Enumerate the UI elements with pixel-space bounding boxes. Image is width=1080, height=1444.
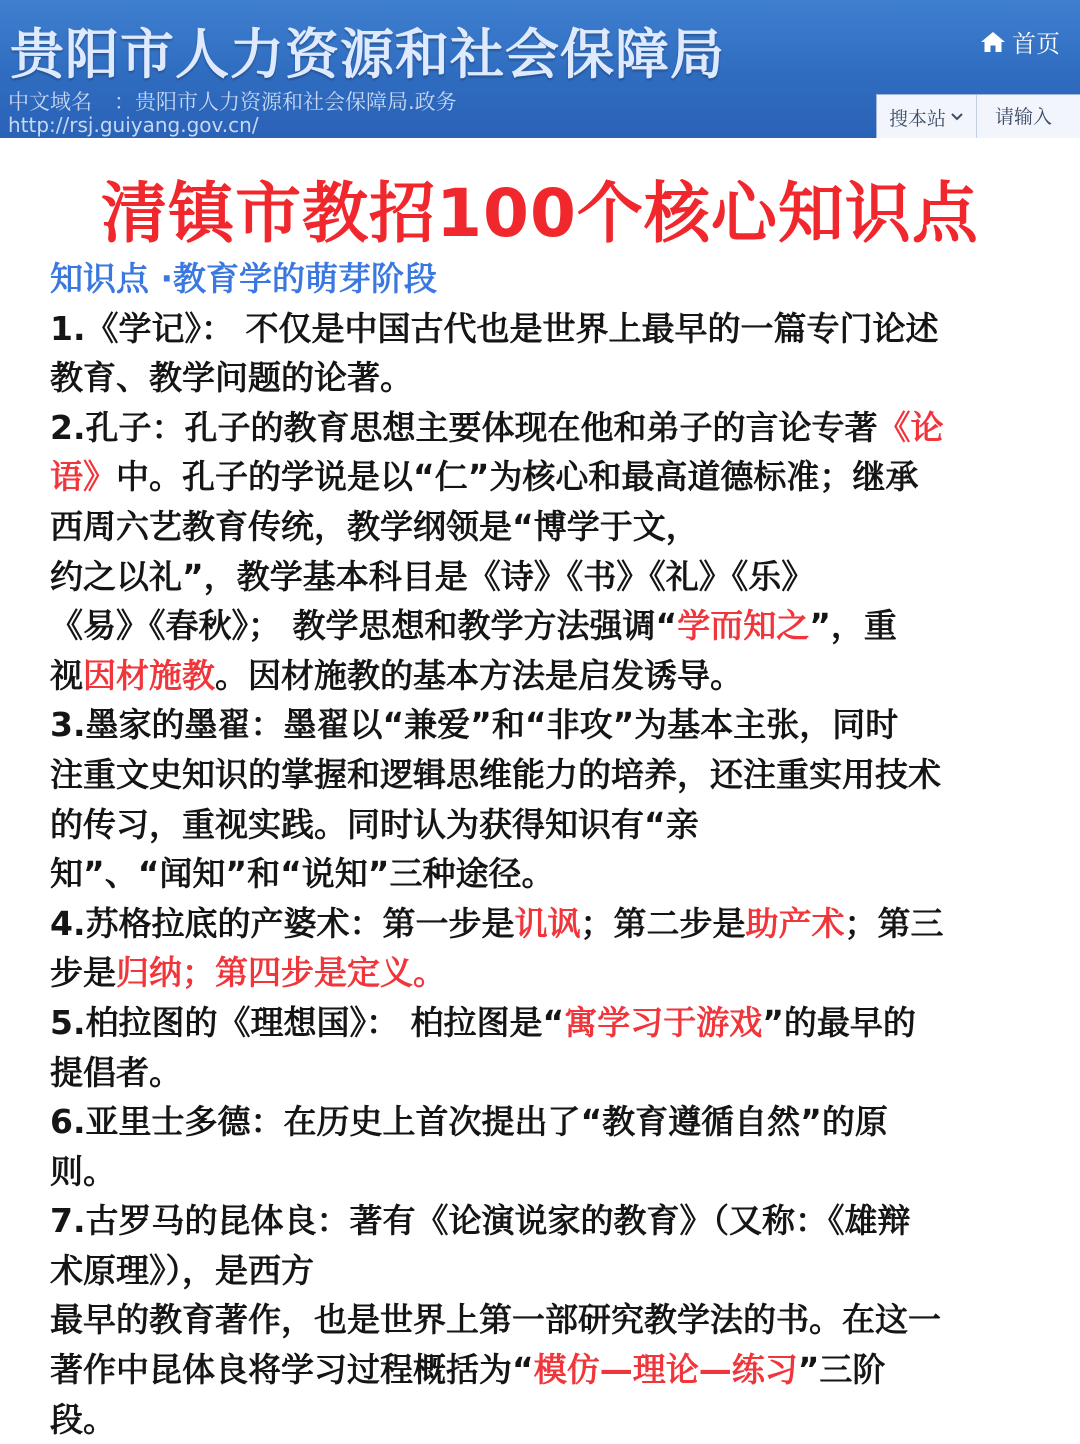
article-line (50, 601, 1050, 651)
text-segment: 6.亚里士多德：在历史上首次提出了“教育遵循自然”的原 (50, 1102, 888, 1142)
article-line (50, 304, 1050, 354)
site-banner (0, 0, 1080, 138)
text-segment: 《易》《春秋》； 教学思想和教学方法强调“ (50, 606, 678, 646)
article-line (50, 353, 1050, 403)
article-line (50, 1246, 1050, 1296)
text-segment: 最早的教育著作，也是世界上第一部研究教学法的书。在这一 (50, 1300, 941, 1340)
text-segment: ；第二步是 (580, 903, 746, 943)
text-segment: 3.墨家的墨翟：墨翟以“兼爱”和“非攻”为基本主张，同时 (50, 705, 899, 745)
article-line (50, 800, 1050, 850)
text-segment: 著作中昆体良将学习过程概括为“ (50, 1350, 534, 1390)
article-line (50, 1196, 1050, 1246)
article-title: 清镇市教招100个核心知识点 (101, 175, 979, 252)
article-line (50, 948, 1050, 998)
highlighted-text: 归纳；第四步是定义。 (116, 953, 446, 993)
text-segment: 约之以礼”，教学基本科目是《诗》《书》《礼》《乐》 (50, 556, 815, 596)
highlighted-text: 模仿—理论—练习 (533, 1350, 798, 1390)
text-segment: 段。 (50, 1399, 116, 1439)
article-line (50, 452, 1050, 502)
domain-value: ：贵阳市人力资源和社会保障局.政务 (114, 90, 457, 114)
text-segment: 步是 (50, 953, 116, 993)
domain-label: 中文域名 (8, 90, 92, 114)
article-line (50, 700, 1050, 750)
home-label: 首页 (1012, 30, 1060, 58)
text-segment: ”的最早的 (762, 1002, 916, 1042)
text-segment: ”，重 (809, 606, 897, 646)
text-segment: 西周六艺教育传统，教学纲领是“博学于文， (50, 506, 699, 546)
text-segment: 7.古罗马的昆体良：著有《论演说家的教育》（又称：《雄辩 (50, 1201, 911, 1241)
text-segment: 4.苏格拉底的产婆术：第一步是 (50, 903, 515, 943)
text-segment: 。因材施教的基本方法是启发诱导。 (215, 655, 743, 695)
text-segment: ；第三 (844, 903, 944, 943)
highlighted-text: 语》 (50, 457, 116, 497)
search-bar (876, 94, 1080, 138)
text-segment: 教育、教学问题的论著。 (50, 358, 413, 398)
highlighted-text: 学而知之 (677, 606, 810, 646)
article-line (50, 1345, 1050, 1395)
article-line (50, 1048, 1050, 1098)
section-heading (50, 254, 1050, 304)
article-line (50, 1395, 1050, 1444)
home-link[interactable] (980, 24, 1060, 59)
text-segment: 视 (50, 655, 83, 695)
text-segment: 2.孔子：孔子的教育思想主要体现在他和弟子的言论专著 (50, 407, 878, 447)
text-segment: 5.柏拉图的《理想国》： 柏拉图是“ (50, 1002, 565, 1042)
text-segment: ”三阶 (797, 1350, 886, 1390)
text-segment: 的传习，重视实践。同时认为获得知识有“亲 (50, 804, 699, 844)
article-line (50, 651, 1050, 701)
home-icon (980, 30, 1006, 54)
highlighted-text: 寓学习于游戏 (564, 1002, 763, 1042)
section-heading-text: 知识点 ·教育学的萌芽阶段 (50, 259, 438, 298)
article-line (50, 1097, 1050, 1147)
text-segment: 注重文史知识的掌握和逻辑思维能力的培养，还注重实用技术 (50, 754, 941, 794)
article-line (50, 403, 1050, 453)
article-line (50, 1147, 1050, 1197)
highlighted-text: 讥讽 (514, 903, 581, 943)
text-segment: 1.《学记》： 不仅是中国古代也是世界上最早的一篇专门论述 (50, 308, 939, 348)
article-body (50, 254, 1050, 1444)
highlighted-text: 《论 (877, 407, 944, 447)
domain-name-row (8, 86, 457, 116)
text-segment: 中。孔子的学说是以“仁”为核心和最高道德标准；继承 (116, 457, 919, 497)
article-line (50, 998, 1050, 1048)
highlighted-text: 助产术 (745, 903, 845, 943)
text-segment: 知”、“闻知”和“说知”三种途径。 (50, 854, 555, 894)
site-search-select[interactable] (877, 95, 977, 138)
search-input[interactable] (977, 96, 1080, 138)
text-segment: 术原理》），是西方 (50, 1250, 314, 1290)
article-line (50, 1295, 1050, 1345)
text-segment: 则。 (50, 1151, 116, 1191)
text-segment: 提倡者。 (50, 1052, 182, 1092)
article-line (50, 502, 1050, 552)
highlighted-text: 因材施教 (83, 655, 215, 695)
site-url[interactable]: http://rsj.guiyang.gov.cn/ (8, 113, 259, 137)
site-search-label: 搜本站 (888, 107, 946, 130)
article-line (50, 552, 1050, 602)
chevron-down-icon (950, 112, 964, 122)
article-line (50, 849, 1050, 899)
article-line (50, 750, 1050, 800)
site-title: 贵阳市人力资源和社会保障局 (10, 23, 725, 86)
article-line (50, 899, 1050, 949)
